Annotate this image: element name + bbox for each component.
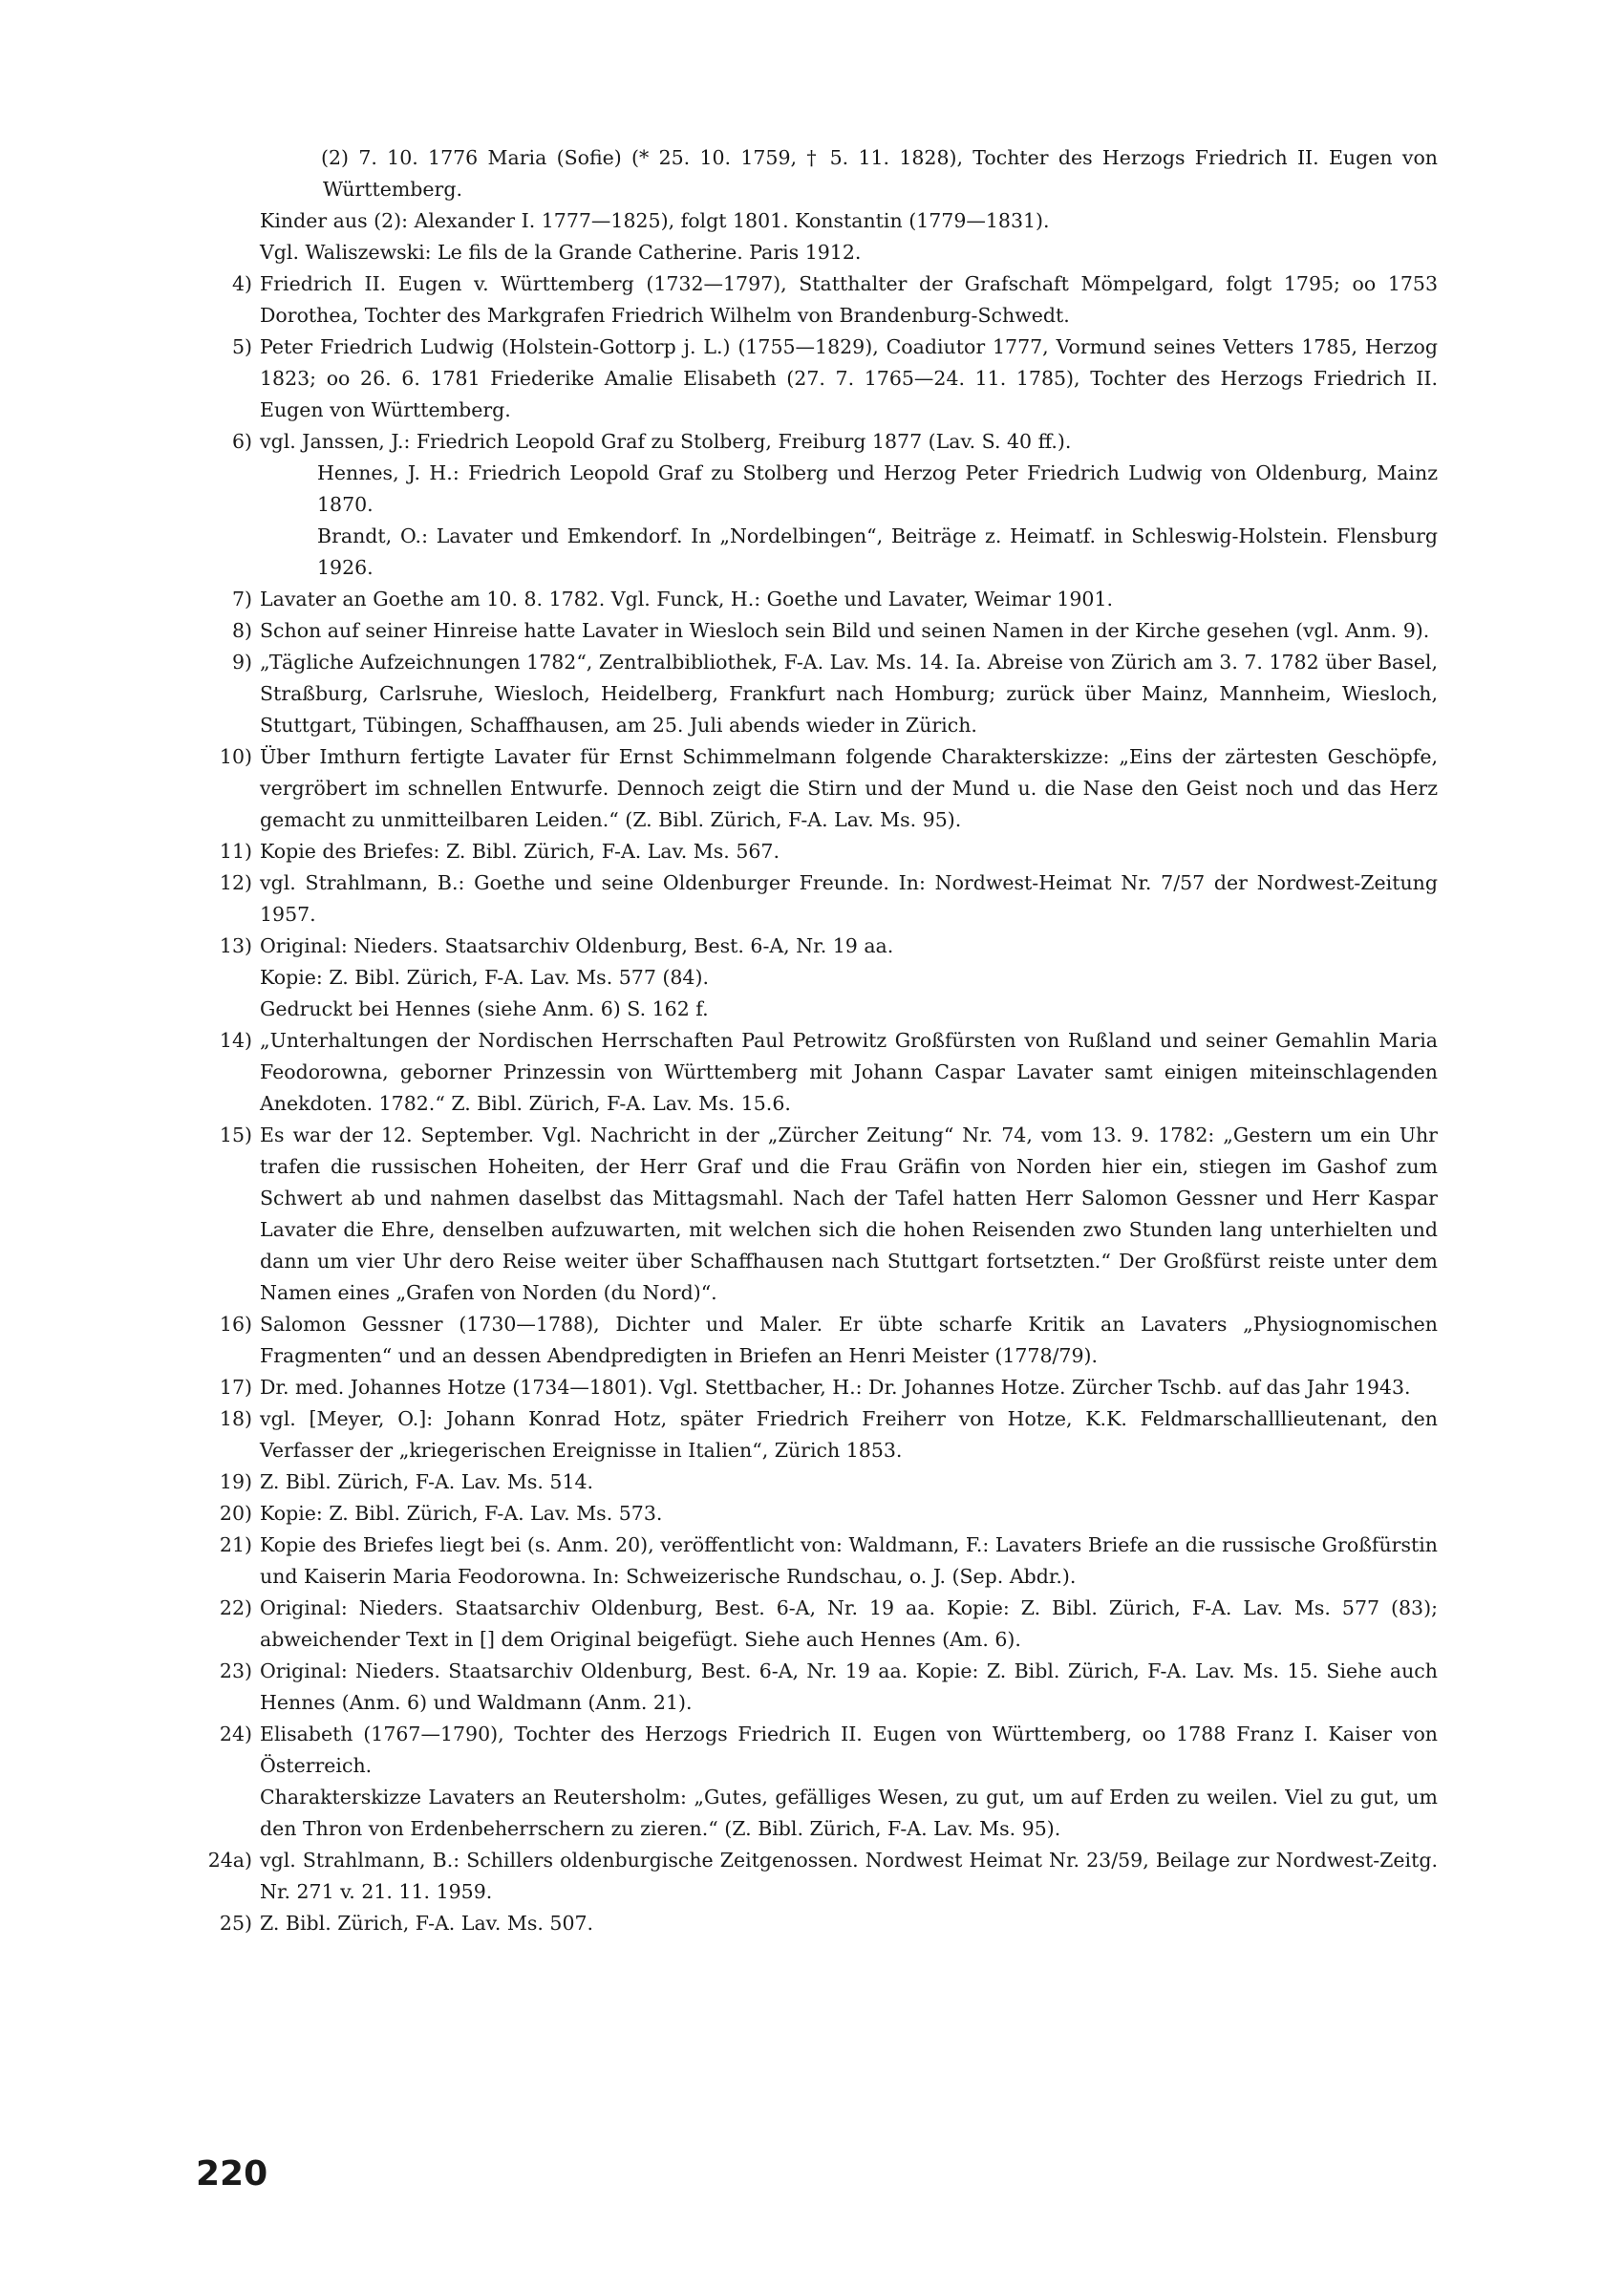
footnote-content: [260, 1372, 1438, 1403]
footnote-content: [260, 1025, 1438, 1120]
footnote-number: 16): [219, 1313, 252, 1336]
footnote-item: [196, 1025, 1438, 1120]
footnote-content: [260, 1845, 1438, 1908]
footnote-number: 9): [231, 651, 252, 674]
footnote-text: Lavater an Goethe am 10. 8. 1782. Vgl. Funck, H.: Goethe und Lavater, Weimar 1901.: [260, 588, 1114, 610]
footnote-number: 15): [219, 1124, 252, 1146]
footnote-item: [196, 647, 1438, 741]
footnote-content: [260, 1466, 1438, 1498]
footnote-item: [196, 142, 1438, 268]
footnote-item: [196, 1403, 1438, 1466]
footnote-text: Original: Nieders. Staatsarchiv Oldenburg, Best. 6-A, Nr. 19 aa. Kopie: Z. Bibl. Zürich, F-A. Lav. Ms. 577 (83); abweichender Text in [] dem Original beigefügt. Siehe auch Hennes (Am. 6).: [260, 1596, 1438, 1651]
footnote-content: [260, 1719, 1438, 1845]
footnote-item: [196, 1120, 1438, 1309]
footnote-text: Z. Bibl. Zürich, F-A. Lav. Ms. 507.: [260, 1912, 594, 1935]
footnote-text: Kopie: Z. Bibl. Zürich, F-A. Lav. Ms. 573.: [260, 1502, 663, 1525]
footnote-number: 4): [231, 272, 252, 295]
footnote-content: [260, 1593, 1438, 1656]
footnote-content: [260, 836, 1438, 867]
footnote-item: [196, 1719, 1438, 1845]
footnote-number: 7): [231, 588, 252, 610]
footnote-text: Original: Nieders. Staatsarchiv Oldenburg, Best. 6-A, Nr. 19 aa. Kopie: Z. Bibl. Zürich, F-A. Lav. Ms. 15. Siehe auch Hennes (Anm. 6) und Waldmann (Anm. 21).: [260, 1659, 1438, 1714]
footnote-item: [196, 1309, 1438, 1372]
footnote-item: [196, 836, 1438, 867]
footnote-content: [260, 647, 1438, 741]
footnote-text: vgl. [Meyer, O.]: Johann Konrad Hotz, später Friedrich Freiherr von Hotze, K.K. Feldmarschalllieutenant, den Verfasser der „kriegerischen Ereignisse in Italien“, Zürich 1853.: [260, 1407, 1438, 1462]
footnote-text: Schon auf seiner Hinreise hatte Lavater in Wiesloch sein Bild und seinen Namen in der Kirche gesehen (vgl. Anm. 9).: [260, 619, 1430, 642]
footnote-number: 6): [231, 430, 252, 453]
footnote-item: [196, 615, 1438, 647]
footnote-content: [260, 1309, 1438, 1372]
footnote-content: [260, 584, 1438, 615]
footnote-text: Charakterskizze Lavaters an Reutersholm: „Gutes, gefälliges Wesen, zu gut, um auf Erden zu weilen. Viel zu gut, um den Thron von Erdenbeherrschern zu zieren.“ (Z. Bibl. Zürich, F-A. Lav. Ms. 95).: [260, 1786, 1438, 1840]
footnote-text: Salomon Gessner (1730—1788), Dichter und Maler. Er übte scharfe Kritik an Lavaters „Physiognomischen Fragmenten“ und an dessen Abendpredigten in Briefen an Henri Meister (1778/79).: [260, 1313, 1438, 1367]
footnote-text: Es war der 12. September. Vgl. Nachricht in der „Zürcher Zeitung“ Nr. 74, vom 13. 9. 1782: „Gestern um ein Uhr trafen die russischen Hoheiten, der Herr Graf und die Frau Gräfin von Norden hier ein, stiegen im Gashof zum Schwert ab und nahmen daselbst das Mittagsmahl. Nach der Tafel hatten Herr Salomon Gessner und Herr Kaspar Lavater die Ehre, denselben aufzuwarten, mit welchen sich die hohen Reisenden zwo Stunden lang unterhielten und dann um vier Uhr dero Reise weiter über Schaffhausen nach Stuttgart fortsetzten.“ Der Großfürst reiste unter dem Namen eines „Grafen von Norden (du Nord)“.: [260, 1124, 1438, 1304]
footnote-item: [196, 268, 1438, 332]
footnote-text: Hennes, J. H.: Friedrich Leopold Graf zu Stolberg und Herzog Peter Friedrich Ludwig von Oldenburg, Mainz 1870.: [317, 461, 1438, 516]
footnote-item: [196, 867, 1438, 931]
footnote-content: [260, 741, 1438, 836]
footnote-text: Gedruckt bei Hennes (siehe Anm. 6) S. 162 f.: [260, 997, 709, 1020]
footnote-content: [260, 332, 1438, 426]
footnote-text: „Tägliche Aufzeichnungen 1782“, Zentralbibliothek, F-A. Lav. Ms. 14. Ia. Abreise von Zürich am 3. 7. 1782 über Basel, Straßburg, Carlsruhe, Wiesloch, Heidelberg, Frankfurt nach Homburg; zurück über Mainz, Mannheim, Wiesloch, Stuttgart, Tübingen, Schaffhausen, am 25. Juli abends wieder in Zürich.: [260, 651, 1438, 737]
footnote-content: [260, 867, 1438, 931]
footnote-text: Friedrich II. Eugen v. Württemberg (1732—1797), Statthalter der Grafschaft Mömpelgard, folgt 1795; oo 1753 Dorothea, Tochter des Markgrafen Friedrich Wilhelm von Brandenburg-Schwedt.: [260, 272, 1438, 327]
footnote-text: Kinder aus (2): Alexander I. 1777—1825), folgt 1801. Konstantin (1779—1831).: [260, 209, 1050, 232]
footnote-content: [260, 426, 1438, 584]
footnote-number: 10): [219, 745, 252, 768]
footnote-content: [260, 1403, 1438, 1466]
footnote-content: [260, 1908, 1438, 1939]
footnote-content: [260, 931, 1438, 1025]
footnote-text: Kopie: Z. Bibl. Zürich, F-A. Lav. Ms. 577 (84).: [260, 966, 709, 989]
footnote-text: Dr. med. Johannes Hotze (1734—1801). Vgl. Stettbacher, H.: Dr. Johannes Hotze. Zürcher Tschb. auf das Jahr 1943.: [260, 1376, 1411, 1399]
footnote-item: [196, 332, 1438, 426]
footnote-content: [260, 268, 1438, 332]
footnote-item: [196, 1466, 1438, 1498]
footnote-item: [196, 741, 1438, 836]
footnote-text: vgl. Strahlmann, B.: Goethe und seine Oldenburger Freunde. In: Nordwest-Heimat Nr. 7/57 der Nordwest-Zeitung 1957.: [260, 871, 1438, 926]
footnote-content: [260, 142, 1438, 268]
footnote-text: Über Imthurn fertigte Lavater für Ernst Schimmelmann folgende Charakterskizze: „Eins der zärtesten Geschöpfe, vergröbert im schnellen Entwurfe. Dennoch zeigt die Stirn und der Mund u. die Nase den Geist noch und das Herz gemacht zu unmitteilbaren Leiden.“ (Z. Bibl. Zürich, F-A. Lav. Ms. 95).: [260, 745, 1438, 831]
footnote-number: 22): [219, 1596, 252, 1619]
footnote-item: [196, 931, 1438, 1025]
footnote-text: „Unterhaltungen der Nordischen Herrschaften Paul Petrowitz Großfürsten von Rußland und seiner Gemahlin Maria Feodorowna, geborner Prinzessin von Württemberg mit Johann Caspar Lavater samt einigen miteinschlagenden Anekdoten. 1782.“ Z. Bibl. Zürich, F-A. Lav. Ms. 15.6.: [260, 1029, 1438, 1115]
page-number: 220: [196, 2154, 268, 2194]
footnote-item: [196, 1372, 1438, 1403]
footnote-item: [196, 1656, 1438, 1719]
footnote-item: [196, 1593, 1438, 1656]
footnote-number: 14): [219, 1029, 252, 1052]
footnote-text: Vgl. Waliszewski: Le fils de la Grande Catherine. Paris 1912.: [260, 241, 862, 264]
footnote-number: 17): [219, 1376, 252, 1399]
footnote-number: 24): [219, 1723, 252, 1745]
footnote-number: 24a): [207, 1849, 252, 1872]
footnote-number: 11): [219, 840, 252, 863]
footnote-number: 5): [231, 335, 252, 358]
footnote-item: [196, 1530, 1438, 1593]
footnote-number: 12): [219, 871, 252, 894]
footnote-text: Kopie des Briefes: Z. Bibl. Zürich, F-A. Lav. Ms. 567.: [260, 840, 780, 863]
footnote-text: vgl. Strahlmann, B.: Schillers oldenburgische Zeitgenossen. Nordwest Heimat Nr. 23/59, Beilage zur Nordwest-Zeitg. Nr. 271 v. 21. 11. 1959.: [260, 1849, 1438, 1903]
footnote-text: Brandt, O.: Lavater und Emkendorf. In „Nordelbingen“, Beiträge z. Heimatf. in Schleswig-Holstein. Flensburg 1926.: [317, 524, 1438, 579]
footnote-item: [196, 1845, 1438, 1908]
footnote-item: [196, 1908, 1438, 1939]
footnote-content: [260, 1656, 1438, 1719]
footnote-number: 13): [219, 934, 252, 957]
footnote-item: [196, 584, 1438, 615]
footnote-content: [260, 1498, 1438, 1530]
footnote-number: 21): [219, 1533, 252, 1556]
footnote-text: Z. Bibl. Zürich, F-A. Lav. Ms. 514.: [260, 1470, 594, 1493]
footnote-content: [260, 1120, 1438, 1309]
footnote-text: Elisabeth (1767—1790), Tochter des Herzogs Friedrich II. Eugen von Württemberg, oo 1788 Franz I. Kaiser von Österreich.: [260, 1723, 1438, 1777]
footnote-text: Original: Nieders. Staatsarchiv Oldenburg, Best. 6-A, Nr. 19 aa.: [260, 934, 894, 957]
footnote-number: 19): [219, 1470, 252, 1493]
footnote-number: 25): [219, 1912, 252, 1935]
footnote-item: [196, 426, 1438, 584]
footnote-item: [196, 1498, 1438, 1530]
footnote-number: 23): [219, 1659, 252, 1682]
footnote-content: [260, 615, 1438, 647]
footnote-text: Peter Friedrich Ludwig (Holstein-Gottorp j. L.) (1755—1829), Coadiutor 1777, Vormund seines Vetters 1785, Herzog 1823; oo 26. 6. 1781 Friederike Amalie Elisabeth (27. 7. 1765—24. 11. 1785), Tochter des Herzogs Friedrich II. Eugen von Württemberg.: [260, 335, 1438, 421]
footnote-text: (2) 7. 10. 1776 Maria (Sofie) (* 25. 10. 1759, † 5. 11. 1828), Tochter des Herzogs Friedrich II. Eugen von Württemberg.: [321, 146, 1438, 201]
footnote-content: [260, 1530, 1438, 1593]
footnote-number: 20): [219, 1502, 252, 1525]
footnote-number: 8): [231, 619, 252, 642]
footnotes-list: [196, 142, 1438, 1939]
footnote-text: Kopie des Briefes liegt bei (s. Anm. 20), veröffentlicht von: Waldmann, F.: Lavaters Briefe an die russische Großfürstin und Kaiserin Maria Feodorowna. In: Schweizerische Rundschau, o. J. (Sep. Abdr.).: [260, 1533, 1438, 1588]
footnote-number: 18): [219, 1407, 252, 1430]
footnote-text: vgl. Janssen, J.: Friedrich Leopold Graf zu Stolberg, Freiburg 1877 (Lav. S. 40 ff.).: [260, 430, 1072, 453]
